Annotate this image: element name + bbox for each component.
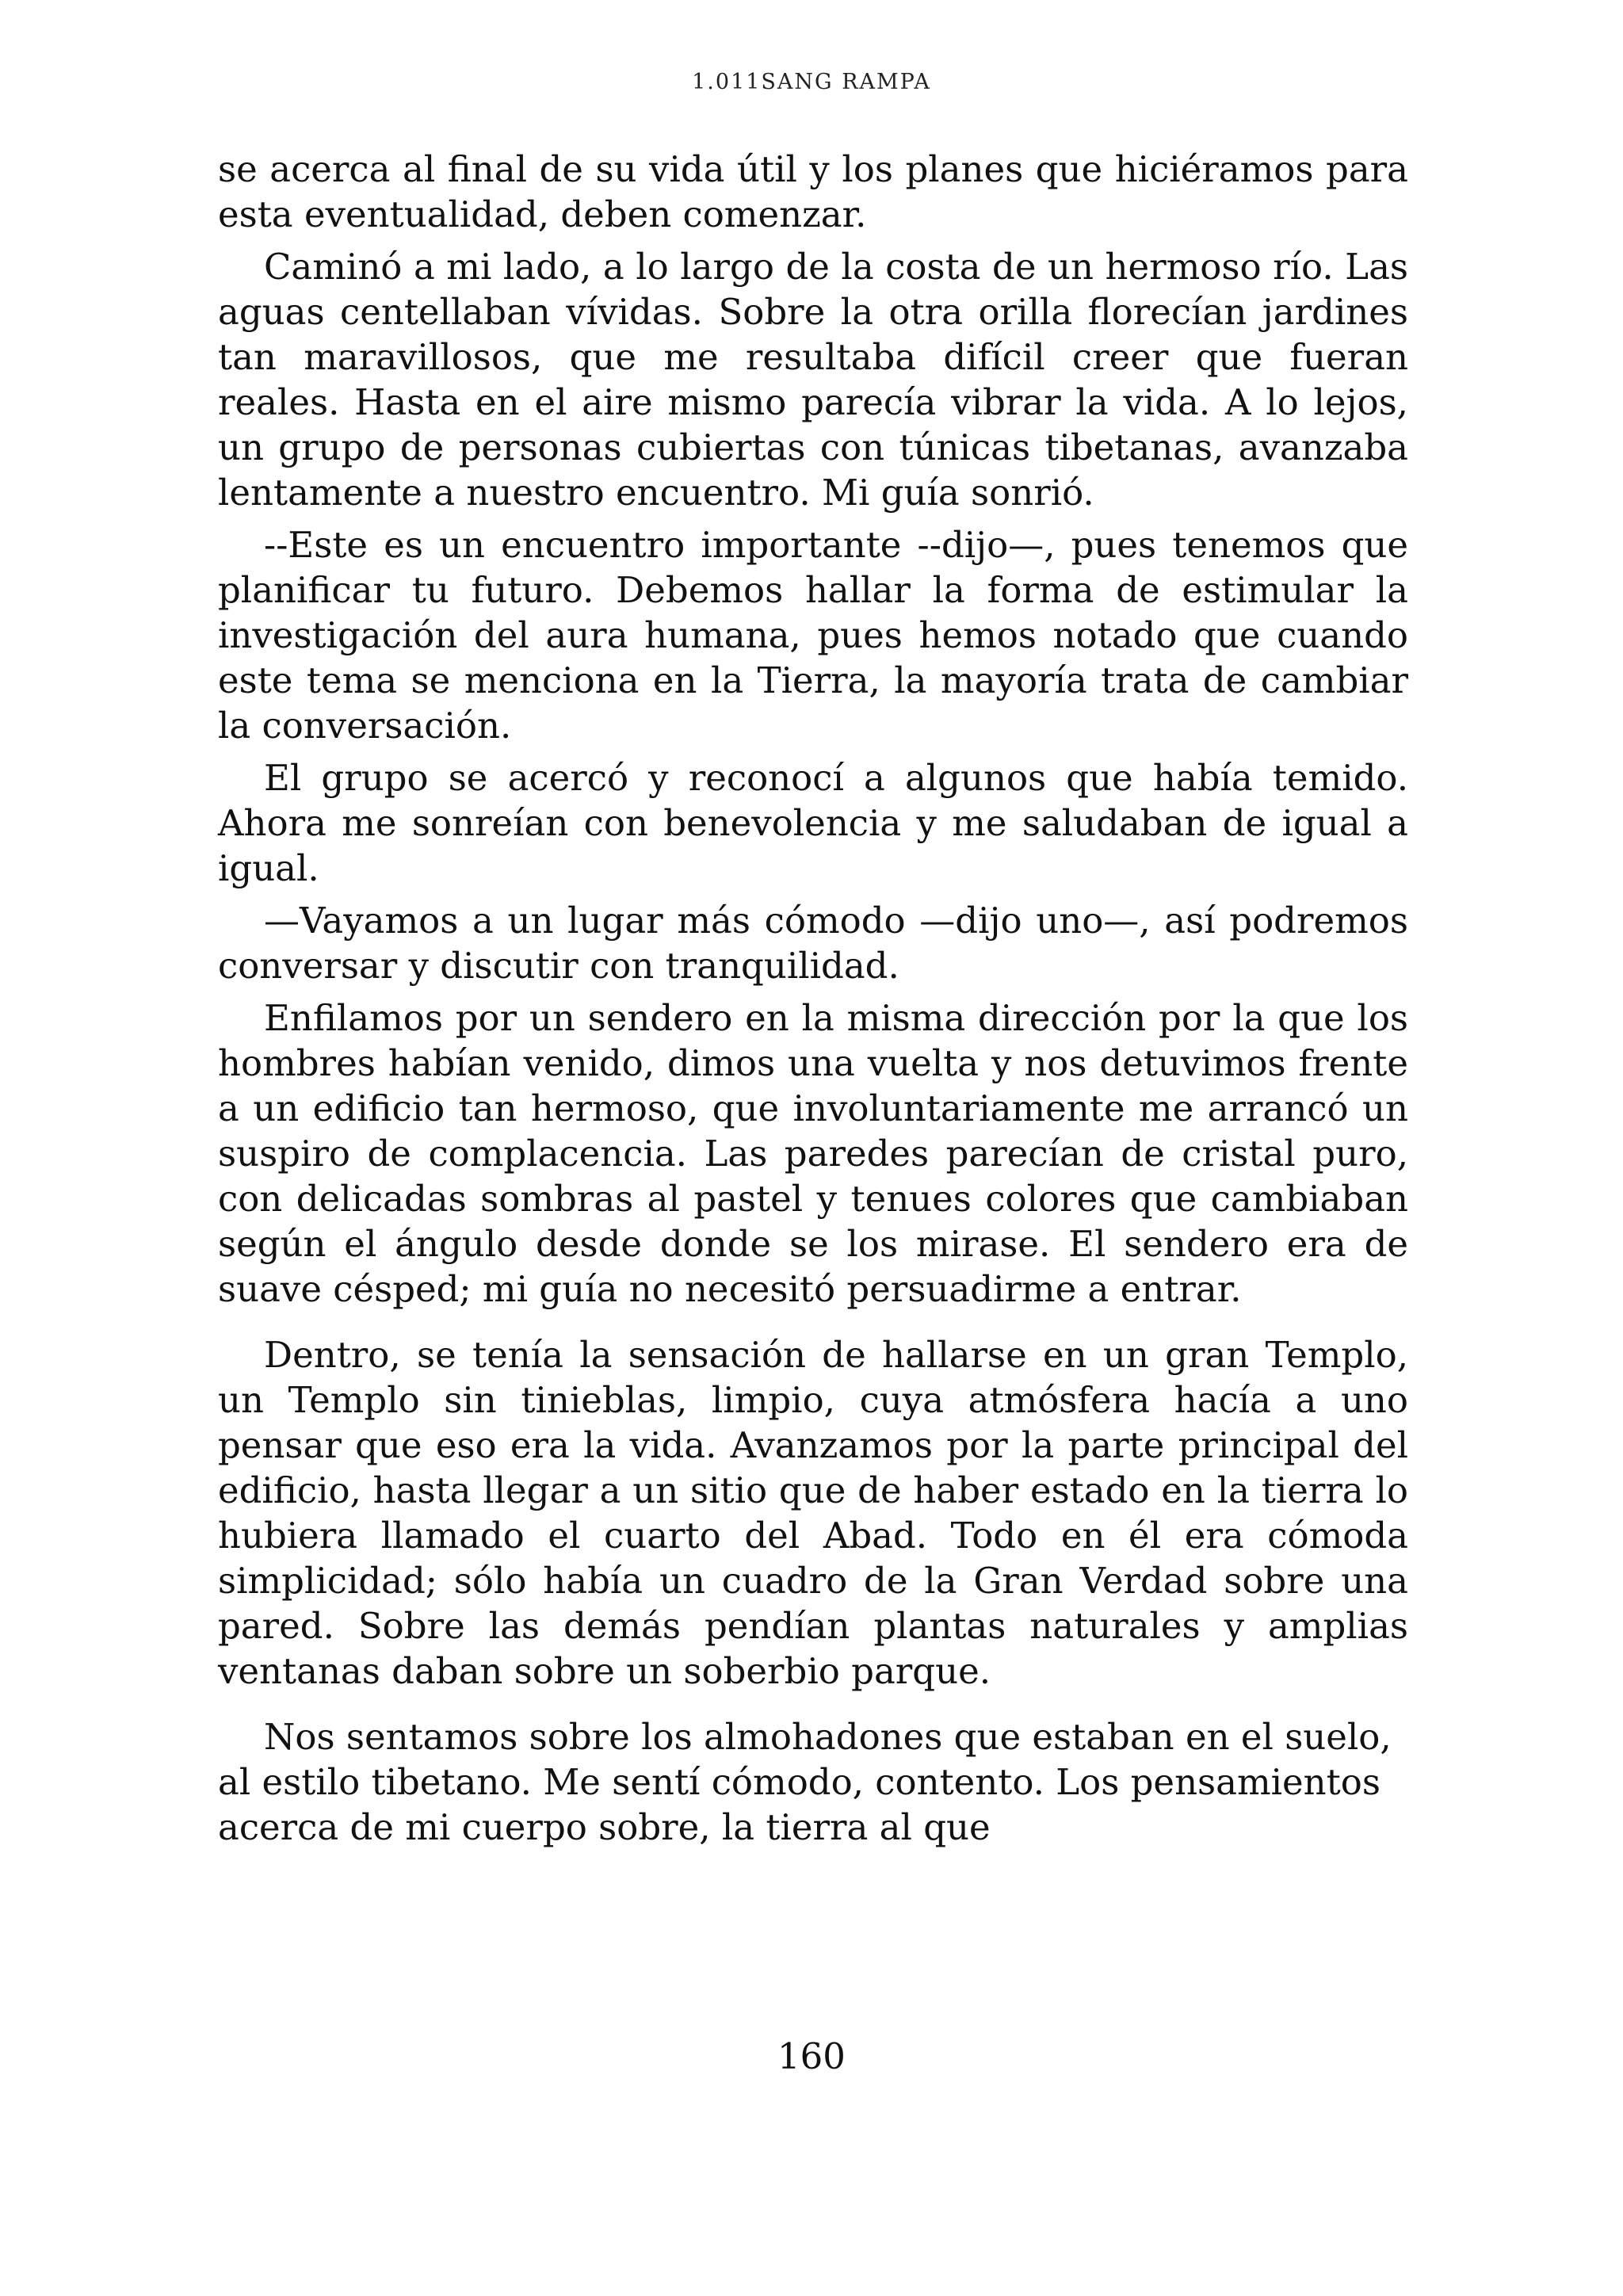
paragraph: Caminó a mi lado, a lo largo de la costa de un hermoso río. Las aguas centellaban vívidas. Sobre la otra orilla florecían jardines tan maravillosos, que me resultaba difícil creer que fueran reales. Hasta en el aire mismo parecía vibrar la vida. A lo lejos, un grupo de personas cubiertas con túnicas tibetanas, avanzaba lentamente a nuestro encuentro. Mi guía sonrió. bbox=[218, 246, 1408, 514]
running-header: 1.011SANG RAMPA bbox=[692, 70, 931, 94]
paragraph: se acerca al final de su vida útil y los planes que hiciéramos para esta eventualidad, deben comenzar. bbox=[218, 148, 1408, 235]
page-number: 160 bbox=[777, 2035, 846, 2077]
paragraph: —Vayamos a un lugar más cómodo —dijo uno—, así podremos conversar y discutir con tranquilidad. bbox=[218, 900, 1408, 987]
paragraph: El grupo se acercó y reconocí a algunos que había temido. Ahora me sonreían con benevolencia y me saludaban de igual a igual. bbox=[218, 757, 1408, 889]
body-text bbox=[218, 147, 1408, 1857]
paragraph: Dentro, se tenía la sensación de hallarse en un gran Templo, un Templo sin tinieblas, limpio, cuya atmósfera hacía a uno pensar que eso era la vida. Avanzamos por la parte principal del edificio, hasta llegar a un sitio que de haber estado en la tierra lo hubiera llamado el cuarto del Abad. Todo en él era cómoda simplicidad; sólo había un cuadro de la Gran Verdad sobre una pared. Sobre las demás pendían plantas naturales y amplias ventanas daban sobre un soberbio parque. bbox=[218, 1334, 1408, 1692]
paragraph: Nos sentamos sobre los almohadones que estaban en el suelo, al estilo tibetano. Me sentí cómodo, contento. Los pensamientos acerca de mi cuerpo sobre, la tierra al que bbox=[218, 1716, 1392, 1848]
paragraph: --Este es un encuentro importante --dijo—, pues tenemos que planificar tu futuro. Debemos hallar la forma de estimular la investigación del aura humana, pues hemos notado que cuando este tema se menciona en la Tierra, la mayoría trata de cambiar la conversación. bbox=[218, 524, 1408, 747]
paragraph: Enfilamos por un sendero en la misma dirección por la que los hombres habían venido, dimos una vuelta y nos detuvimos frente a un edificio tan hermoso, que involuntariamente me arrancó un suspiro de complacencia. Las paredes parecían de cristal puro, con delicadas sombras al pastel y tenues colores que cambiaban según el ángulo desde donde se los mirase. El sendero era de suave césped; mi guía no necesitó persuadirme a entrar. bbox=[218, 997, 1408, 1310]
